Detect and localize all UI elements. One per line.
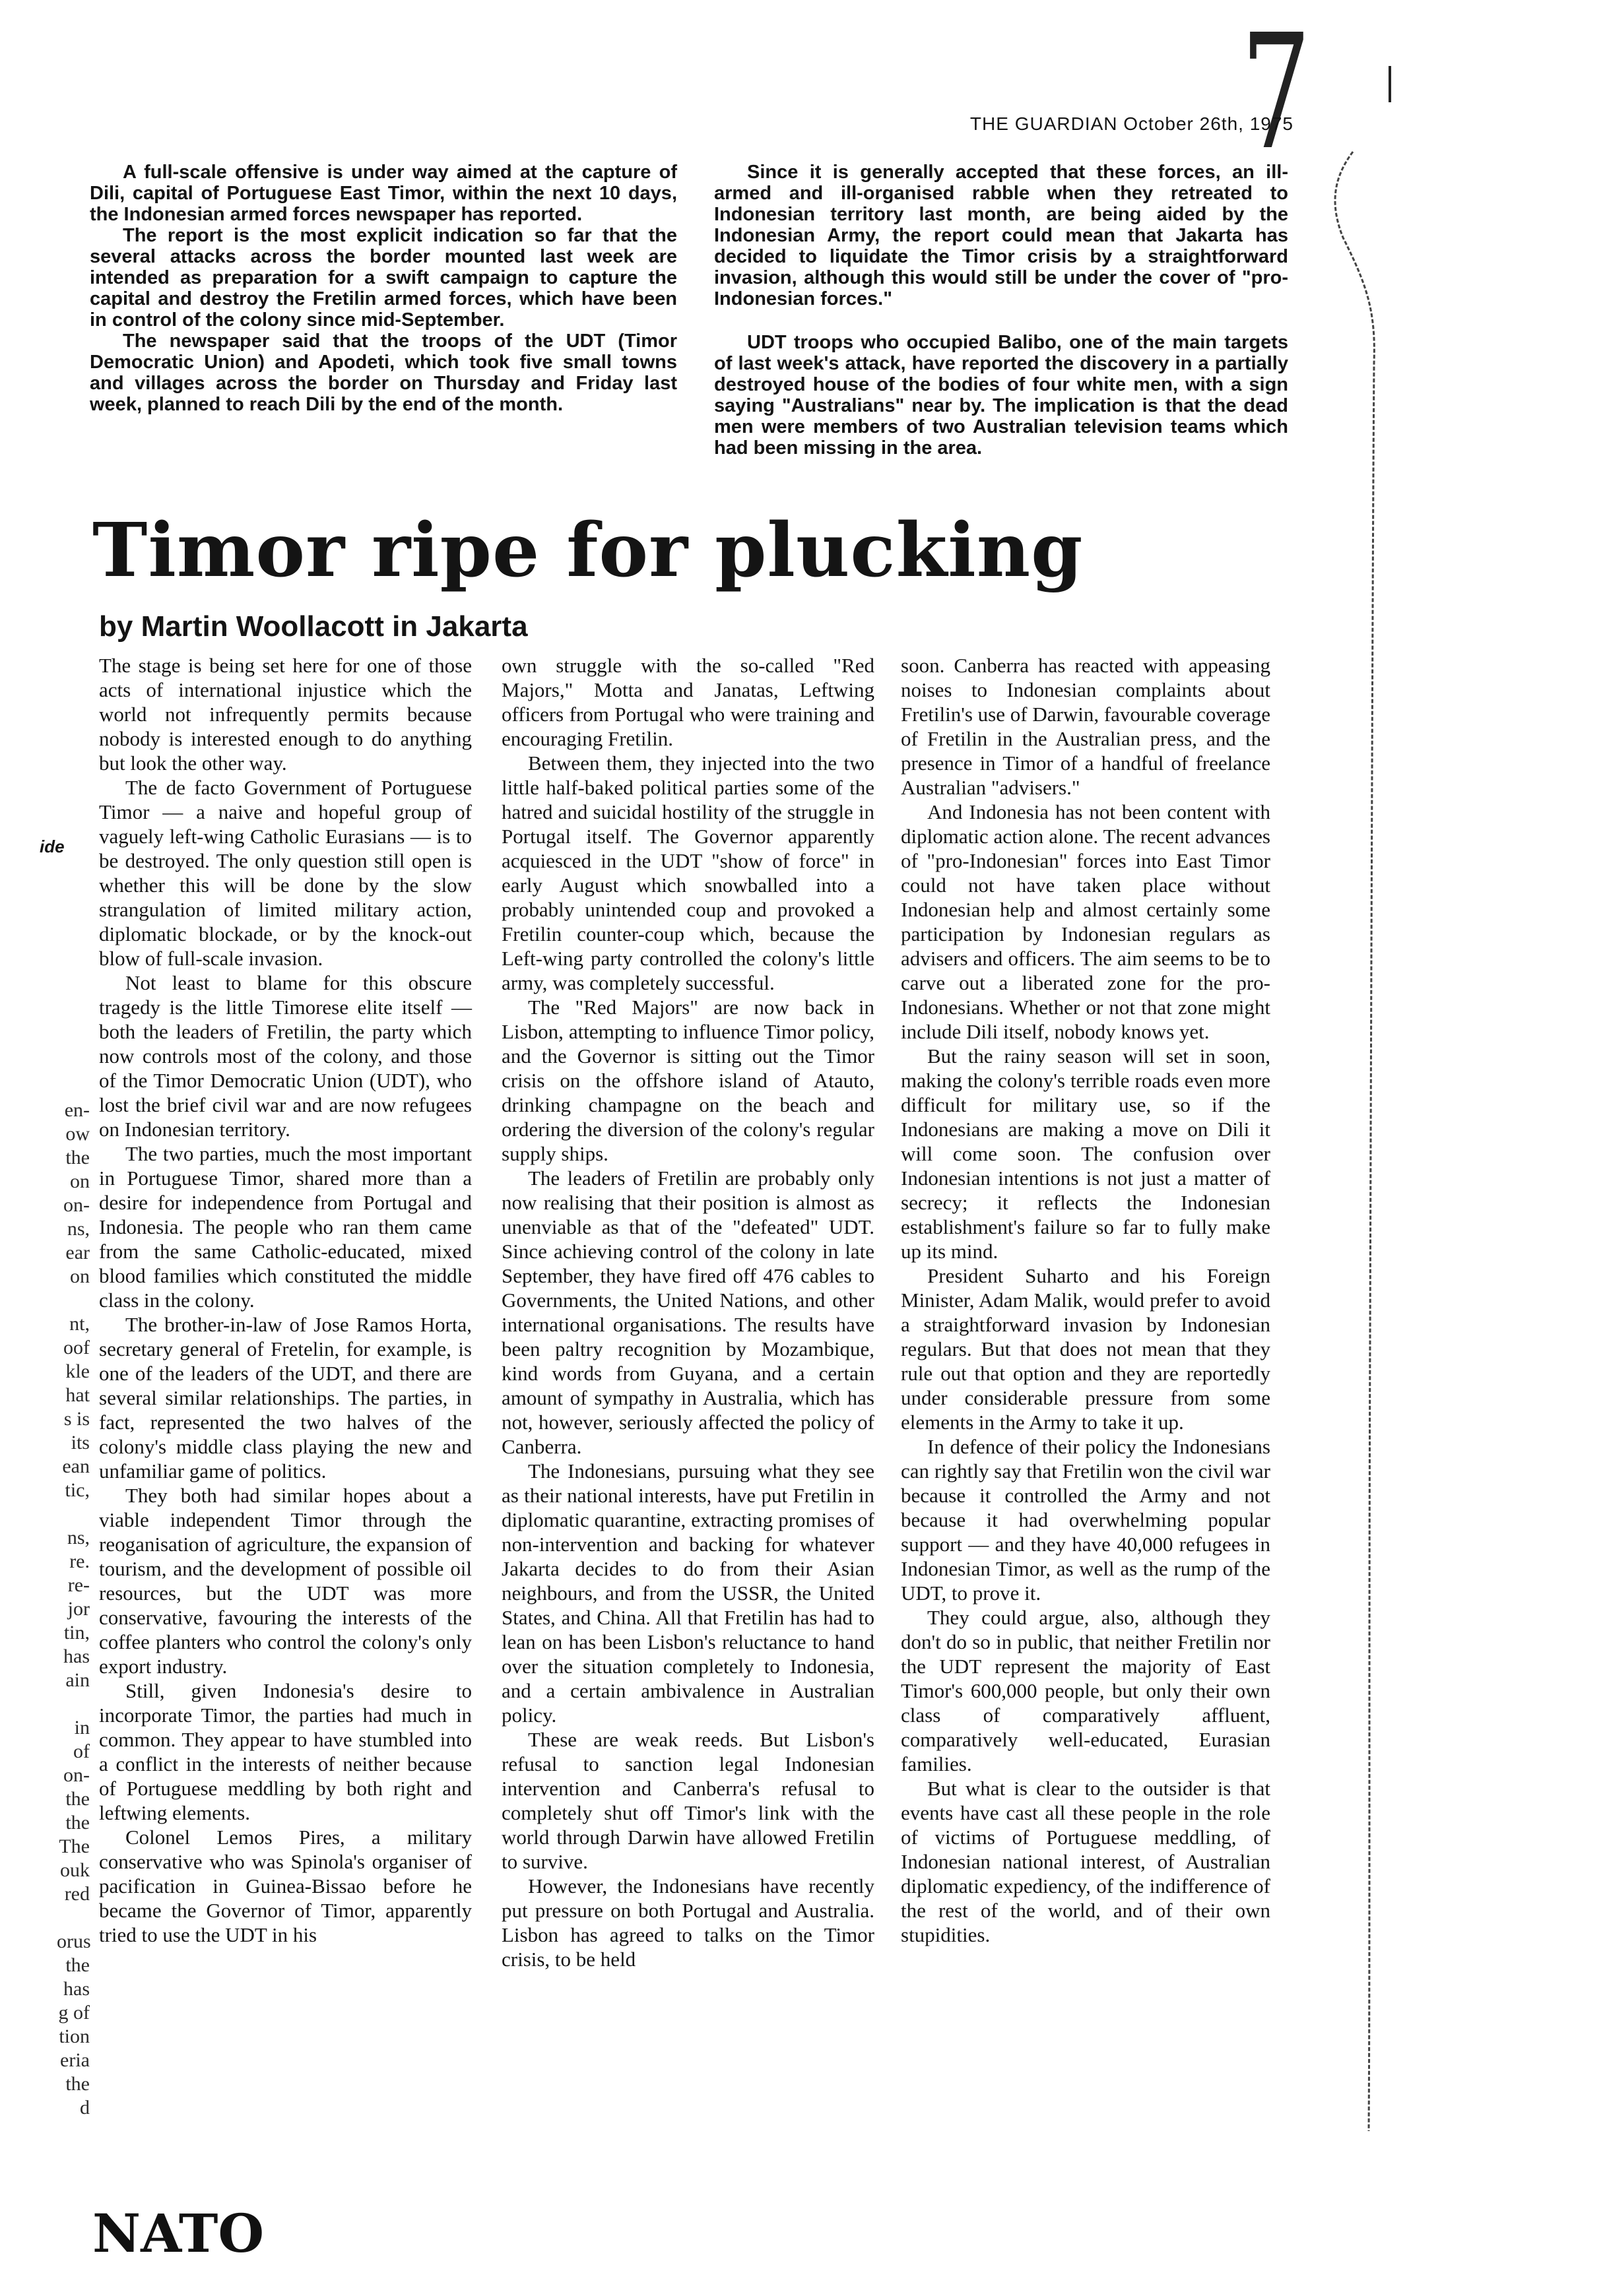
gutter-fragment: its (71, 1432, 90, 1453)
gutter-fragment: the (65, 1812, 90, 1834)
gutter-fragment: in (74, 1717, 90, 1738)
gutter-fragment: has (63, 1645, 90, 1667)
article-paragraph: The de facto Government of Portuguese Timor — a naive and hopeful group of vaguely left-wing Catholic Eurasians — is to be destroyed. The only question still open is whether this will be done by the slow strangulation of limited military action, diplomatic blockade, or by the knock-out blow of full-scale invasion. (99, 776, 472, 970)
masthead: THE GUARDIAN October 26th, 1975 (969, 113, 1294, 134)
gutter-fragment: ns, (67, 1218, 90, 1240)
article-paragraph: But the rainy season will set in soon, making the colony's terrible roads even more difficult for military use, so if the Indonesians are making a move on Dili it will come soon. The confusion over Indonesian intentions is not just a matter of secrecy; it reflects the Indonesian establishment's failure so far to fully make up its mind. (901, 1044, 1270, 1263)
gutter-fragment: ouk (60, 1859, 90, 1881)
gutter-fragment: orus (57, 1930, 91, 1952)
gutter-fragment: re. (69, 1550, 90, 1572)
gutter-fragment (57, 1502, 90, 1526)
article-paragraph: But what is clear to the outsider is that events have cast all these people in the role of victims of Portuguese meddling, of Indonesian national interest, of Australian diplomatic expediency, of the indifference of the rest of the world, and of their own stupidities. (901, 1777, 1270, 1946)
gutter-fragment (57, 1692, 90, 1716)
margin-bracket-line (1327, 152, 1386, 2131)
intro-left-column (90, 162, 677, 415)
article-paragraph: President Suharto and his Foreign Minister, Adam Malik, would prefer to avoid a straightforward invasion by Indonesian regulars. But that does not mean that they rule out that option and they are reportedly under considerable pressure from some elements in the Army to take it up. (901, 1264, 1270, 1434)
article-column-2 (502, 653, 874, 1971)
gutter-fragment: kle (65, 1360, 90, 1382)
gutter-fragment: the (65, 1788, 90, 1810)
gutter-fragment: tin, (63, 1622, 90, 1643)
gutter-fragment: ain (65, 1669, 90, 1691)
gutter-mark: ide (40, 837, 65, 856)
gutter-fragment: ear (65, 1242, 90, 1263)
gutter-fragment: tic, (65, 1479, 90, 1501)
gutter-fragment: g of (58, 2002, 90, 2024)
intro-paragraph: UDT troops who occupied Balibo, one of the main targets of last week's attack, have reported the discovery in a partially destroyed house of the bodies of four white men, with a sign saying "Australians" near by. The implication is that the dead men were members of two Australian television teams which had been missing in the area. (714, 332, 1288, 459)
gutter-fragment: on (70, 1265, 90, 1287)
article-paragraph: The two parties, much the most important in Portuguese Timor, shared more than a desire for independence from Portugal and Indonesia. The people who ran them came from the same Catholic-educated, mixed blood families which constituted the middle class in the colony. (99, 1142, 472, 1312)
article-paragraph: The leaders of Fretilin are probably only now realising that their position is almost as unenviable as that of the "defeated" UDT. Since achieving control of the colony in late September, they have fired off 476 cables to Governments, the United Nations, and other international organisations. The results have been paltry recognition by Mozambique, kind words from Guyana, and a certain amount of sympathy in Australia, which has not, however, seriously affected the policy of Canberra. (502, 1166, 874, 1458)
gutter-fragment: on (70, 1170, 90, 1192)
article-paragraph: soon. Canberra has reacted with appeasing noises to Indonesian complaints about Fretilin's use of Darwin, favourable coverage of Fretilin in the Australian press, and the presence in Timor of a handful of freelance Australian "advisers." (901, 654, 1270, 799)
gutter-fragment: ns, (67, 1527, 90, 1548)
article-paragraph: own struggle with the so-called "Red Majors," Motta and Janatas, Leftwing officers from Portugal who were training and encouraging Fretilin. (502, 654, 874, 750)
next-headline-fragment: NATO (92, 2202, 265, 2264)
gutter-fragment: red (64, 1883, 90, 1905)
gutter-fragment: on- (63, 1764, 90, 1786)
article-paragraph: Not least to blame for this obscure tragedy is the little Timorese elite itself — both the leaders of Fretilin, the party which now controls most of the colony, and those of the Timor Democratic Union (UDT), who lost the brief civil war and are now refugees on Indonesian territory. (99, 971, 472, 1141)
article-paragraph: However, the Indonesians have recently put pressure on both Portugal and Australia. Lisbon has agreed to talks on the Timor crisis, to be held (502, 1874, 874, 1971)
gutter-fragment (57, 1289, 90, 1312)
gutter-fragment: The (59, 1835, 90, 1857)
gutter-fragment: nt, (69, 1313, 90, 1335)
gutter-fragment: ean (62, 1455, 90, 1477)
margin-tick (1389, 66, 1391, 102)
article-paragraph: Still, given Indonesia's desire to incorporate Timor, the parties had much in common. They appear to have stumbled into a conflict in the interests of neither because of Portuguese meddling by both right and leftwing elements. (99, 1679, 472, 1824)
article-paragraph: The brother-in-law of Jose Ramos Horta, secretary general of Fretelin, for example, is one of the leaders of the UDT, and there are several similar relationships. The parties, in fact, represented the two halves of the colony's middle class playing the new and unfamiliar game of politics. (99, 1313, 472, 1483)
gutter-fragment: hat (65, 1384, 90, 1406)
gutter-fragment: of (73, 1740, 90, 1762)
article-paragraph: And Indonesia has not been content with diplomatic action alone. The recent advances of "pro-Indonesian" forces into East Timor could not have taken place without Indonesian help and almost certainly some participation by Indonesian regulars as advisers and officers. The aim seems to be to carve out a liberated zone for the pro-Indonesians. Whether or not that zone might include Dili itself, nobody knows yet. (901, 800, 1270, 1043)
intro-paragraph: The newspaper said that the troops of the UDT (Timor Democratic Union) and Apodeti, which took five small towns and villages across the border on Thursday and Friday last week, planned to reach Dili by the end of the month. (90, 331, 677, 415)
gutter-fragment: oof (63, 1337, 90, 1358)
article-paragraph: The "Red Majors" are now back in Lisbon, attempting to influence Timor policy, and the Governor is sitting out the Timor crisis on the offshore island of Atauto, drinking champagne on the beach and ordering the diversion of the colony's regular supply ships. (502, 996, 874, 1165)
gutter-fragment: on- (63, 1194, 90, 1216)
intro-paragraph: The report is the most explicit indication so far that the several attacks across the border mounted last week are intended as preparation for a swift campaign to capture the capital and destroy the Fretilin armed forces, which have been in control of the colony since mid-September. (90, 225, 677, 331)
gutter-fragment: en- (64, 1099, 90, 1121)
gutter-fragment: re- (67, 1574, 90, 1596)
article-paragraph: These are weak reeds. But Lisbon's refusal to sanction legal Indonesian intervention and Canberra's refusal to completely shut off Timor's link with the world through Darwin have allowed Fretilin to survive. (502, 1728, 874, 1873)
gutter-fragment: ow (65, 1123, 90, 1145)
article-paragraph: They could argue, also, although they don't do so in public, that neither Fretilin nor the UDT represent the majority of East Timor's 600,000 people, but only their own class of comparatively affluent, comparatively well-educated, Eurasian families. (901, 1606, 1270, 1775)
gutter-fragment: tion (59, 2025, 90, 2047)
gutter-fragment: the (65, 2073, 90, 2095)
gutter-fragment: the (65, 1954, 90, 1976)
gutter-fragment: d (80, 2097, 90, 2119)
intro-paragraph: Since it is generally accepted that these forces, an ill-armed and ill-organised rabble when they retreated to Indonesian territory last month, are being aided by the Indonesian Army, the report could mean that Jakarta has decided to liquidate the Timor crisis by a straightforward invasion, although this would still be under the cover of "pro-Indonesian forces." (714, 162, 1288, 309)
intro-right-column (714, 162, 1288, 459)
article-column-3 (901, 653, 1270, 1947)
article-paragraph: The stage is being set here for one of those acts of international injustice which the world not infrequently permits because nobody is interested enough to do anything but look the other way. (99, 654, 472, 775)
page-number: 7 (1241, 0, 1311, 185)
gutter-fragment (57, 1906, 90, 1930)
headline: Timor ripe for plucking (92, 507, 1084, 594)
byline: by Martin Woollacott in Jakarta (99, 610, 528, 643)
intro-paragraph: A full-scale offensive is under way aimed at the capture of Dili, capital of Portuguese East Timor, within the next 10 days, the Indonesian armed forces newspaper has reported. (90, 162, 677, 225)
gutter-fragment: has (63, 1978, 90, 2000)
article-paragraph: Colonel Lemos Pires, a military conservative who was Spinola's organiser of pacification in Guinea-Bissao before he became the Governor of Timor, apparently tried to use the UDT in his (99, 1826, 472, 1946)
gutter-fragment: the (65, 1147, 90, 1168)
gutter-fragment: s is (63, 1408, 90, 1430)
article-paragraph: Between them, they injected into the two little half-baked political parties some of the hatred and suicidal hostility of the struggle in Portugal itself. The Governor apparently acquiesced in the UDT "show of force" in early August which snowballed into a probably unintended coup and provoked a Fretilin counter-coup which, because the Left-wing party controlled the colony's little army, was completely successful. (502, 751, 874, 994)
gutter-fragment: jor (67, 1598, 90, 1620)
gutter-fragment: eria (60, 2049, 90, 2071)
article-column-1 (99, 653, 472, 1947)
article-paragraph: In defence of their policy the Indonesians can rightly say that Fretilin won the civil war because it controlled the Army and not because it had overwhelming popular support — and they have 40,000 refugees in Indonesian Timor, as well as the rump of the UDT, to prove it. (901, 1435, 1270, 1605)
article-paragraph: They both had similar hopes about a viable independent Timor through the reoganisation of agriculture, the expansion of tourism, and the development of possible oil resources, but the UDT was more conservative, favouring the interests of the coffee planters who control the colony's only export industry. (99, 1484, 472, 1678)
article-paragraph: The Indonesians, pursuing what they see as their national interests, have put Fretilin in diplomatic quarantine, extracting promises of non-intervention and backing for whatever Jakarta decides to do from their Asian neighbours, and from the USSR, the United States, and China. All that Fretilin has had to lean on has been Lisbon's reluctance to hand over the situation completely to Indonesia, and a certain ambivalence in Australian policy. (502, 1459, 874, 1727)
gutter-fragments (57, 1099, 90, 2120)
